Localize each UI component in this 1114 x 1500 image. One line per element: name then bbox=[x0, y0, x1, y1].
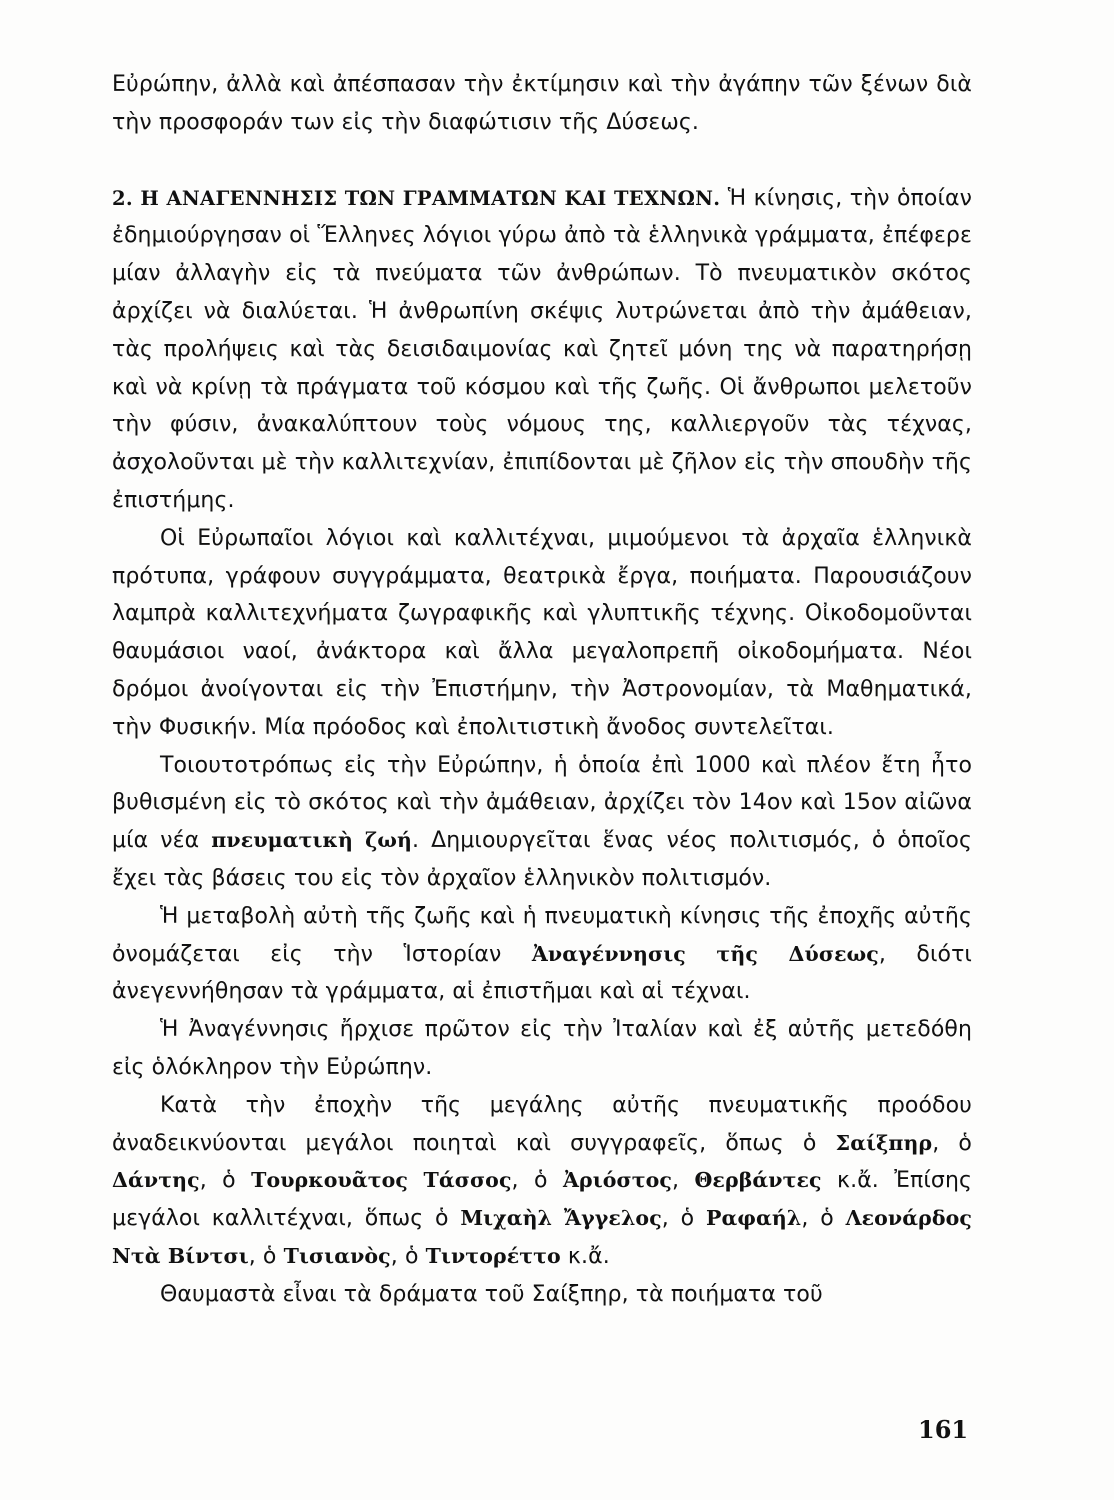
text-run: , bbox=[671, 1168, 695, 1194]
text-run: Κατὰ τὴν ἐποχὴν τῆς μεγάλης αὐτῆς πνευματικῆς προόδου ἀναδεικνύονται μεγάλοι ποιηταὶ καὶ συγγραφεῖς, ὅπως ὁ bbox=[112, 1092, 972, 1156]
text-run: , ὁ bbox=[661, 1206, 706, 1232]
text-run: , διότι ἀνεγεννήθησαν τὰ γράμματα, αἱ ἐπιστῆμαι καὶ αἱ τέχναι. bbox=[112, 941, 972, 1005]
bold-name: Μιχαὴλ Ἄγγελος bbox=[460, 1206, 662, 1231]
bold-name: Τισιανὸς bbox=[283, 1243, 391, 1268]
bold-name: Θερβάντες bbox=[694, 1168, 822, 1193]
section-heading: 2. Η ΑΝΑΓΕΝΝΗΣΙΣ ΤΩΝ ΓΡΑΜΜΑΤΩΝ ΚΑΙ ΤΕΧΝΩΝ. bbox=[112, 186, 721, 210]
text-run: . Δημιουργεῖται ἕνας νέος πολιτισμός, ὁ ὁποῖος ἔχει τὰς βάσεις του εἰς τὸν ἀρχαῖον ἑλληνικὸν πολιτισμόν. bbox=[112, 828, 973, 891]
text-run: , ὁ bbox=[390, 1243, 426, 1269]
paragraph-great-figures bbox=[112, 1087, 972, 1276]
page-number: 161 bbox=[918, 1415, 969, 1444]
text-run: , ὁ bbox=[801, 1206, 846, 1232]
text-run: , ὁ bbox=[248, 1243, 284, 1269]
text-run: , ὁ bbox=[511, 1168, 563, 1194]
bold-name: Λεονάρδος Ντὰ Βίντσι bbox=[112, 1206, 972, 1268]
text-run: Ἡ μεταβολὴ αὐτὴ τῆς ζωῆς καὶ ἡ πνευματικὴ κίνησις τῆς ἐποχῆς αὐτῆς ὀνομάζεται εἰς τὴν Ἱστορίαν bbox=[112, 903, 972, 967]
bold-name: Τουρκουᾶτος Τάσσος bbox=[251, 1168, 512, 1193]
body-text bbox=[112, 66, 972, 1314]
paragraph-section-intro bbox=[112, 180, 972, 520]
bold-name: Δάντης bbox=[112, 1168, 200, 1193]
bold-name: Ραφαήλ bbox=[705, 1206, 802, 1231]
paragraph-shakespeare: Θαυμαστὰ εἶναι τὰ δράματα τοῦ Σαίξπηρ, τὰ ποιήματα τοῦ bbox=[160, 1281, 823, 1307]
bold-name: Ἀριόστος bbox=[562, 1168, 672, 1193]
text-run: κ.ἄ. bbox=[560, 1243, 610, 1269]
bold-term: πνευματικὴ ζωή bbox=[211, 828, 412, 853]
bold-name: Σαίξπηρ bbox=[835, 1130, 933, 1155]
paragraph-renaissance-definition bbox=[112, 898, 972, 1011]
bold-name: Τιντορέττο bbox=[425, 1243, 561, 1268]
paragraph-text: Ἡ κίνησις, τὴν ὁποίαν ἐδημιούργησαν οἱ Ἕλληνες λόγιοι γύρω ἀπὸ τὰ ἑλληνικὰ γράμματα, ἐπέφερε μίαν ἀλλαγὴν εἰς τὰ πνεύματα τῶν ἀνθρώπων. Τὸ πνευματικὸν σκότος ἀρχίζει νὰ διαλύεται. Ἡ ἀνθρωπίνη σκέψις λυτρώνεται ἀπὸ τὴν ἀμάθειαν, τὰς προλήψεις καὶ τὰς δεισιδαιμονίας καὶ ζητεῖ μόνη της νὰ παρατηρήσῃ καὶ νὰ κρίνῃ τὰ πράγματα τοῦ κόσμου καὶ τῆς ζωῆς. Οἱ ἄνθρωποι μελετοῦν τὴν φύσιν, ἀνακαλύπτουν τοὺς νόμους της, καλλιεργοῦν τὰς τέχνας, ἀσχολοῦνται μὲ τὴν καλλιτεχνίαν, ἐπιπίδονται μὲ ζῆλον εἰς τὴν σπουδὴν τῆς ἐπιστήμης. bbox=[112, 185, 972, 513]
bold-term: Ἀναγέννησις τῆς Δύσεως bbox=[531, 941, 879, 966]
text-run: Τοιουτοτρόπως εἰς τὴν Εὐρώπην, ἡ ὁποία ἐπὶ 1000 καὶ πλέον ἔτη ἦτο βυθισμένη εἰς τὸ σκότος καὶ τὴν ἀμάθειαν, ἀρχίζει τὸν 14ον καὶ 15ον αἰῶνα μία νέα bbox=[112, 752, 972, 854]
paragraph-new-life bbox=[112, 747, 972, 898]
text-run: , ὁ bbox=[932, 1130, 972, 1156]
text-run: , ὁ bbox=[199, 1168, 252, 1194]
paragraph-continued: Εὐρώπην, ἀλλὰ καὶ ἀπέσπασαν τὴν ἐκτίμησιν καὶ τὴν ἀγάπην τῶν ξένων διὰ τὴν προσφοράν των εἰς τὴν διαφώτισιν τῆς Δύσεως. bbox=[112, 72, 972, 135]
paragraph-italy: Ἡ Ἀναγέννησις ἤρχισε πρῶτον εἰς τὴν Ἰταλίαν καὶ ἐξ αὐτῆς μετεδόθη εἰς ὁλόκληρον τὴν Εὐρώπην. bbox=[112, 1017, 972, 1080]
text-run: κ.ἄ. Ἐπίσης μεγάλοι καλλιτέχναι, ὅπως ὁ bbox=[112, 1168, 973, 1232]
paragraph-european-scholars: Οἱ Εὐρωπαῖοι λόγιοι καὶ καλλιτέχναι, μιμούμενοι τὰ ἀρχαῖα ἑλληνικὰ πρότυπα, γράφουν συγγράμματα, θεατρικὰ ἔργα, ποιήματα. Παρουσιάζουν λαμπρὰ καλλιτεχνήματα ζωγραφικῆς καὶ γλυπτικῆς τέχνης. Οἰκοδομοῦνται θαυμάσιοι ναοί, ἀνάκτορα καὶ ἄλλα μεγαλοπρεπῆ οἰκοδομήματα. Νέοι δρόμοι ἀνοίγονται εἰς τὴν Ἐπιστήμην, τὴν Ἀστρονομίαν, τὰ Μαθηματικά, τὴν Φυσικήν. Μία πρόοδος καὶ ἐπολιτιστικὴ ἄνοδος συντελεῖται. bbox=[112, 525, 972, 740]
